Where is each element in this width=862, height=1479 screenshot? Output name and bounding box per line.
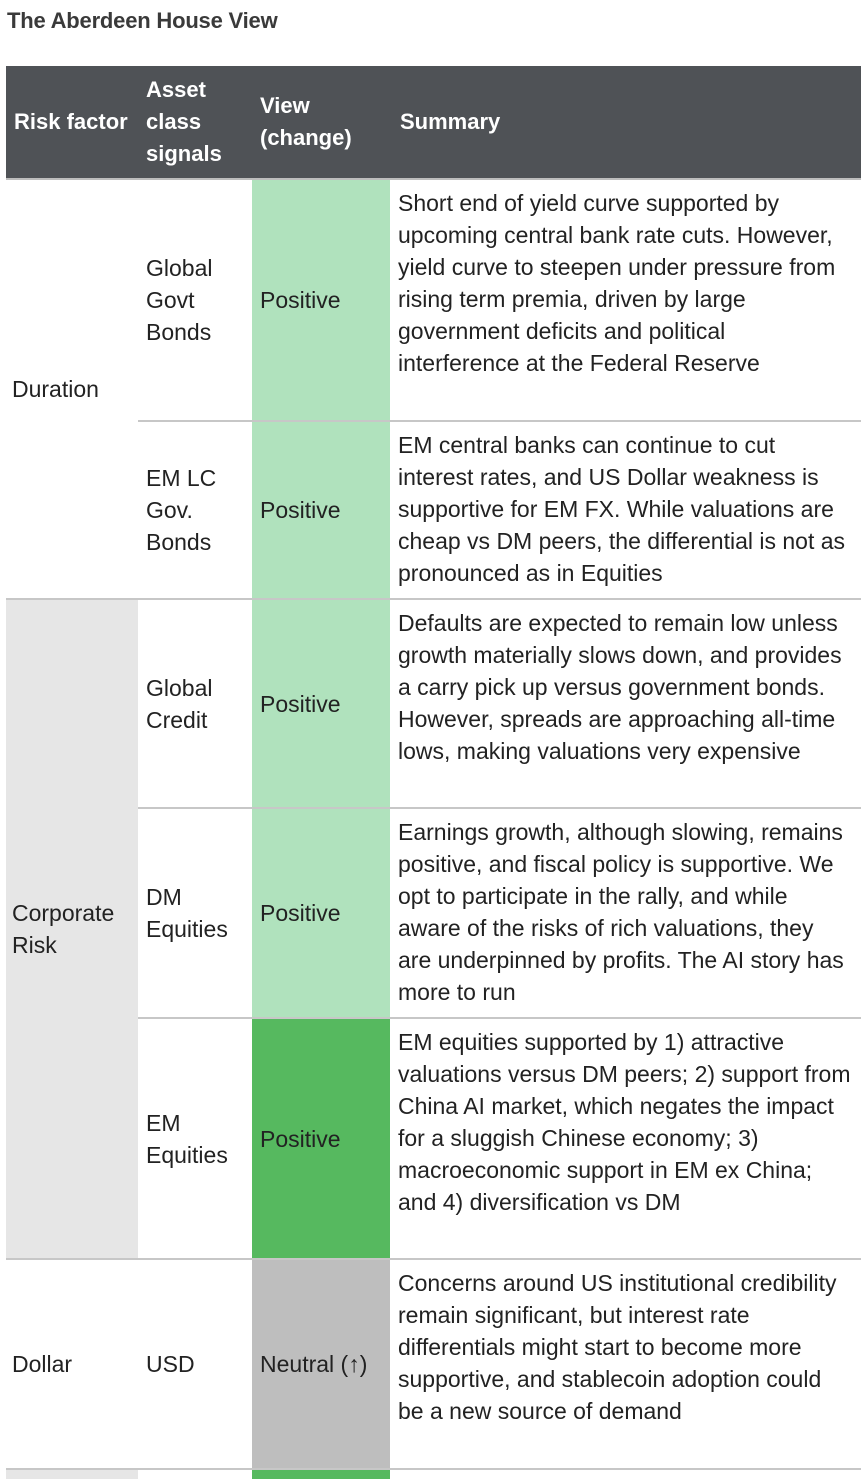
asset-class-cell: USD — [146, 1351, 195, 1377]
summary-cell: EM central banks can continue to cut interest rates, and US Dollar weakness is supportive for EM FX. While valuations are cheap vs DM peers, the differential is not as pronounced as in Equities — [398, 432, 846, 586]
house-view-table — [6, 66, 861, 1479]
summary-cell: EM equities supported by 1) attractive valuations versus DM peers; 2) support from China AI market, which negates the impact for a sluggish Chinese economy; 3) macroeconomic support in EM ex China; and 4) diversification vs DM — [398, 1029, 851, 1215]
table-row-partial — [6, 1469, 861, 1479]
view-cell: Positive — [252, 421, 390, 599]
asset-class-cell: Global Govt Bonds — [146, 255, 213, 345]
asset-class-cell: DM Equities — [146, 884, 228, 942]
header-view: View (change) — [252, 66, 390, 179]
header-asset-class: Asset class signals — [138, 66, 252, 179]
summary-cell — [390, 1469, 861, 1479]
view-cell: Positive — [252, 808, 390, 1018]
view-cell: Positive — [252, 1018, 390, 1259]
page-title: The Aberdeen House View — [7, 8, 278, 33]
table-row — [6, 179, 861, 421]
view-cell: Positive — [252, 179, 390, 421]
risk-factor-cell: Duration — [6, 179, 138, 599]
view-cell: Positive — [252, 599, 390, 808]
view-cell — [252, 1469, 390, 1479]
asset-class-cell: EM LC Gov. Bonds — [146, 465, 217, 555]
summary-cell: Concerns around US institutional credibility remain significant, but interest rate differentials might start to become more supportive, and stablecoin adoption could be a new source of demand — [398, 1270, 837, 1424]
table-row — [6, 599, 861, 808]
asset-class-cell: Global Credit — [146, 674, 213, 733]
header-summary: Summary — [390, 66, 861, 179]
table-header-row — [6, 66, 861, 179]
summary-cell: Earnings growth, although slowing, remains positive, and fiscal policy is supportive. We opt to participate in the rally, and while aware of the risks of rich valuations, they are underpinned by profits. The AI story has more to run — [398, 819, 844, 1005]
asset-class-cell: EM Equities — [146, 1109, 228, 1168]
table-row — [6, 1259, 861, 1469]
risk-factor-cell: Dollar — [6, 1259, 138, 1469]
asset-class-cell — [138, 1469, 252, 1479]
summary-cell: Short end of yield curve supported by upcoming central bank rate cuts. However, yield curve to steepen under pressure from rising term premia, driven by large government deficits and political interference at the Federal Reserve — [398, 190, 836, 376]
risk-factor-cell: Corporate Risk — [6, 599, 138, 1259]
header-risk-factor: Risk factor — [6, 66, 138, 179]
summary-cell: Defaults are expected to remain low unless growth materially slows down, and provides a carry pick up versus government bonds. However, spreads are approaching all-time lows, making valuations very expensive — [398, 610, 842, 764]
risk-factor-cell — [6, 1469, 138, 1479]
view-cell: Neutral (↑) — [252, 1259, 390, 1469]
